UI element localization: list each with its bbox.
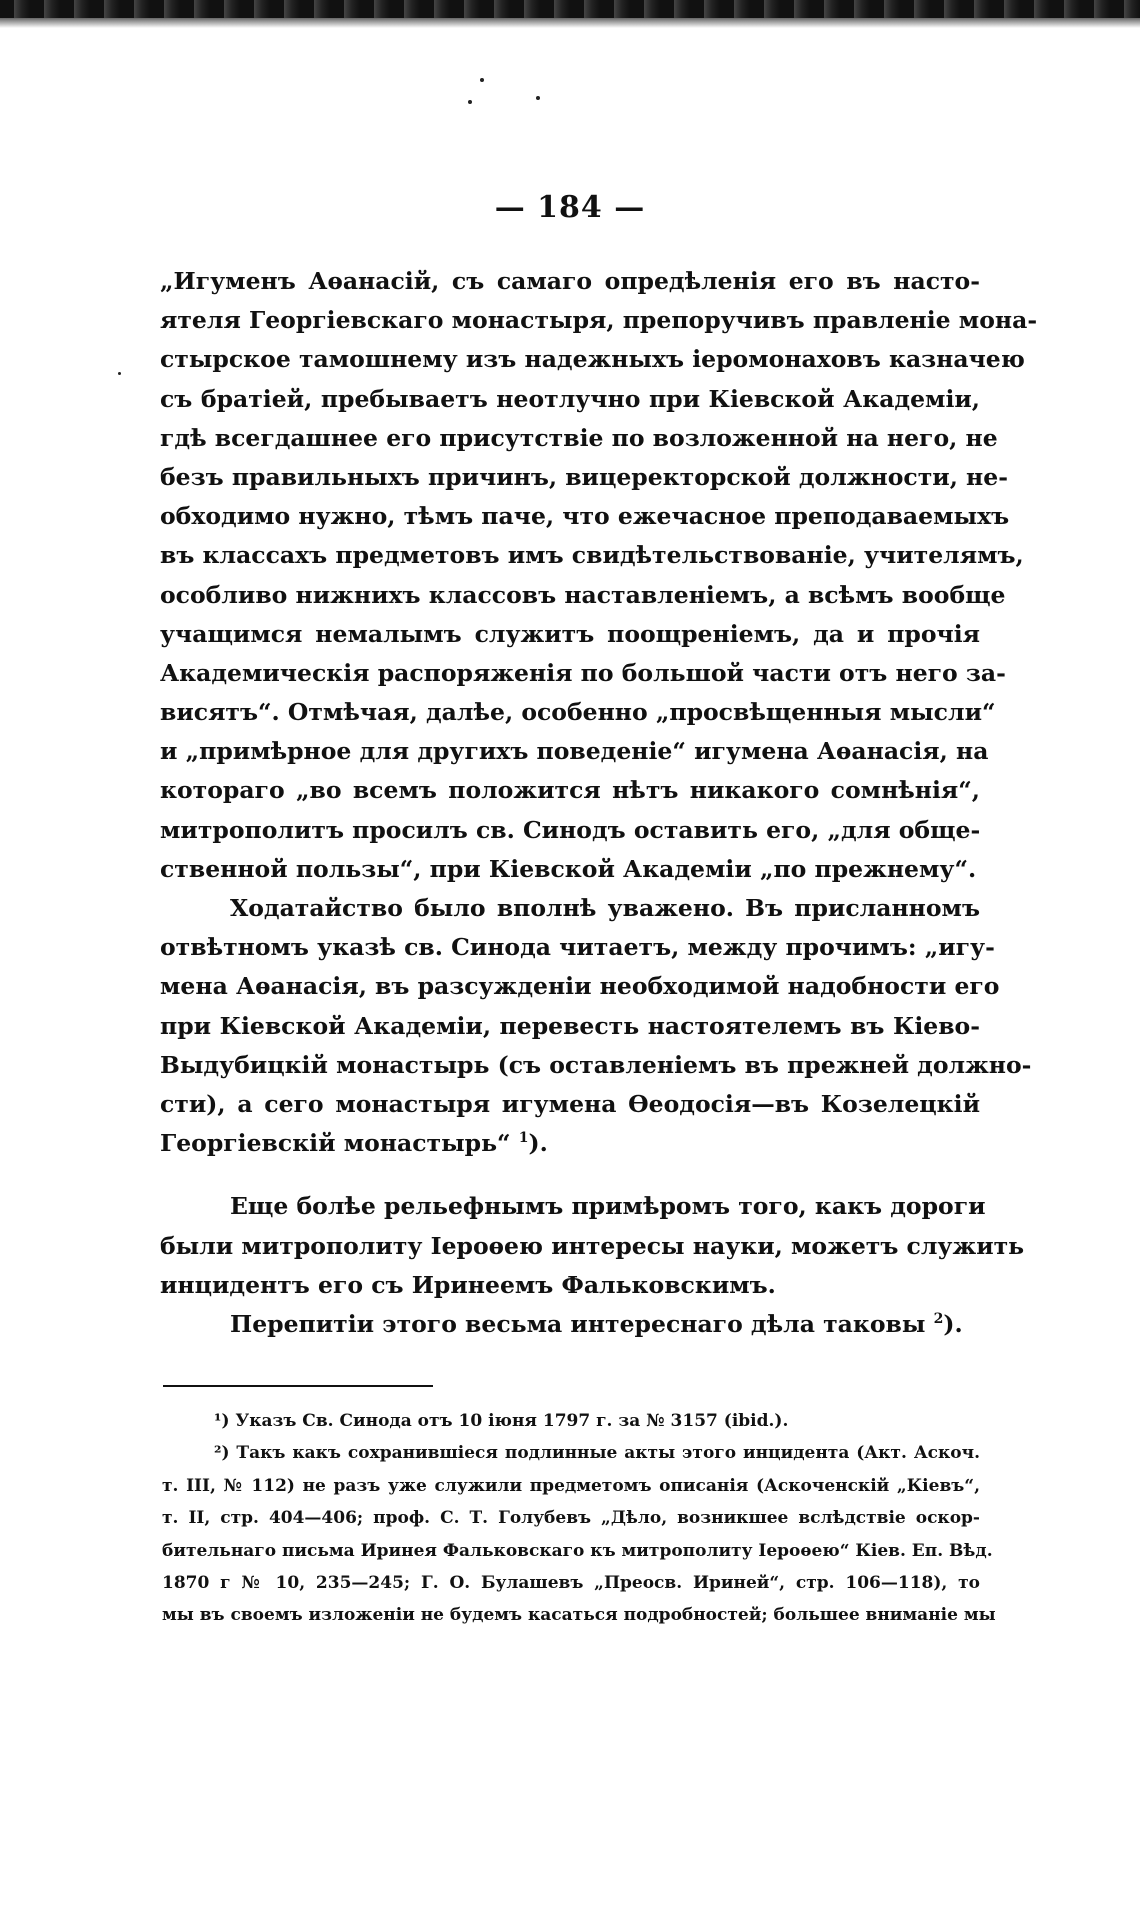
paragraph-gap — [160, 1163, 980, 1187]
text-line: митрополитъ просилъ св. Синодъ оставить его, „для обще- — [160, 815, 981, 844]
scan-speck — [118, 372, 121, 375]
text-line: „Игуменъ Аѳанасій, съ самаго опредѣленія его въ насто- — [160, 267, 980, 295]
footnote-ref-close: ). — [943, 1309, 963, 1338]
footnote-ref: 1 — [518, 1130, 529, 1147]
text-line: мена Аѳанасія, въ разсужденіи необходимой надобности его — [160, 972, 1000, 1001]
footnote-line: т. II, стр. 404—406; проф. С. Т. Голубевъ „Дѣло, возникшее вслѣдствіе оскор- — [162, 1508, 980, 1529]
text-line: и „примѣрное для другихъ поведеніе“ игумена Аѳанасія, на — [160, 737, 989, 766]
text-line: Ходатайство было вполнѣ уважено. Въ присланномъ — [230, 894, 980, 922]
footnote-line: ¹) Указъ Св. Синода отъ 10 іюня 1797 г. за № 3157 (ibid.). — [214, 1411, 789, 1431]
text-line: въ классахъ предметовъ имъ свидѣтельствованіе, учителямъ, — [160, 541, 1024, 570]
text-line: инцидентъ его съ Иринеемъ Фальковскимъ. — [160, 1270, 776, 1299]
footnote-rule — [163, 1385, 433, 1387]
text-line: стырское тамошнему изъ надежныхъ іеромонаховъ казначею — [160, 345, 1025, 374]
footnote-line: ²) Такъ какъ сохранившіеся подлинные акты этого инцидента (Акт. Аскоч. — [214, 1443, 980, 1464]
text-line-with-footnote-ref — [160, 1305, 980, 1344]
text-line: Георгіевскій монастырь“ — [160, 1129, 511, 1158]
scan-top-edge-fade — [0, 18, 1140, 28]
text-line: висятъ“. Отмѣчая, далѣе, особенно „просвѣщенныя мысли“ — [160, 698, 996, 727]
text-line: были митрополиту Іероѳею интересы науки, можетъ служить — [160, 1231, 1025, 1260]
footnote-line: т. III, № 112) не разъ уже служили предметомъ описанія (Аскоченскій „Кіевъ“, — [162, 1475, 980, 1496]
text-line: съ братіей, пребываетъ неотлучно при Кіевской Академіи, — [160, 384, 980, 413]
footnote-line: бительнаго письма Иринея Фальковскаго къ митрополиту Іероѳею“ Кіев. Еп. Вѣд. — [162, 1540, 993, 1561]
text-line: Выдубицкій монастырь (съ оставленіемъ въ прежней должно- — [160, 1050, 1032, 1079]
footnote-line: 1870 г № 10, 235—245; Г. О. Булашевъ „Преосв. Ириней“, стр. 106—118), то — [162, 1572, 980, 1593]
text-line: особливо нижнихъ классовъ наставленіемъ, а всѣмъ вообще — [160, 580, 1006, 609]
text-line: при Кіевской Академіи, перевесть настоятелемъ въ Кіево- — [160, 1011, 980, 1040]
text-line: отвѣтномъ указѣ св. Синода читаетъ, между прочимъ: „игу- — [160, 933, 995, 962]
body-text — [160, 262, 1038, 1344]
scan-speck — [468, 100, 472, 104]
text-line: обходимо нужно, тѣмъ паче, что ежечасное преподаваемыхъ — [160, 502, 1010, 531]
footnotes — [162, 1405, 996, 1632]
text-line: безъ правильныхъ причинъ, вицеректорской должности, не- — [160, 462, 1008, 491]
text-line: котораго „во всемъ положится нѣтъ никакого сомнѣнія“, — [160, 776, 980, 805]
footnote-ref: 2 — [933, 1311, 944, 1328]
text-line: ятеля Георгіевскаго монастыря, препоручивъ правленіе мона- — [160, 306, 1038, 335]
footnote-line: мы въ своемъ изложеніи не будемъ касаться подробностей; большее вниманіе мы — [162, 1605, 996, 1626]
text-line-with-footnote-ref — [160, 1124, 980, 1163]
text-line: Еще болѣе рельефнымъ примѣромъ того, какъ дороги — [230, 1192, 986, 1221]
text-line: Академическія распоряженія по большой части отъ него за- — [160, 658, 1006, 687]
scan-speck — [536, 96, 540, 100]
text-line: Перепитіи этого весьма интереснаго дѣла таковы — [230, 1309, 926, 1338]
scan-speck — [480, 78, 484, 82]
footnote-ref-close: ). — [528, 1129, 548, 1158]
text-line: гдѣ всегдашнее его присутствіе по возложенной на него, не — [160, 423, 998, 452]
page-number: — 184 — — [494, 190, 646, 225]
text-line: учащимся немалымъ служитъ поощреніемъ, да и прочія — [160, 619, 980, 648]
text-line: сти), а сего монастыря игумена Ѳеодосія—въ Козелецкій — [160, 1089, 980, 1118]
text-line: ственной пользы“, при Кіевской Академіи „по прежнему“. — [160, 854, 977, 883]
